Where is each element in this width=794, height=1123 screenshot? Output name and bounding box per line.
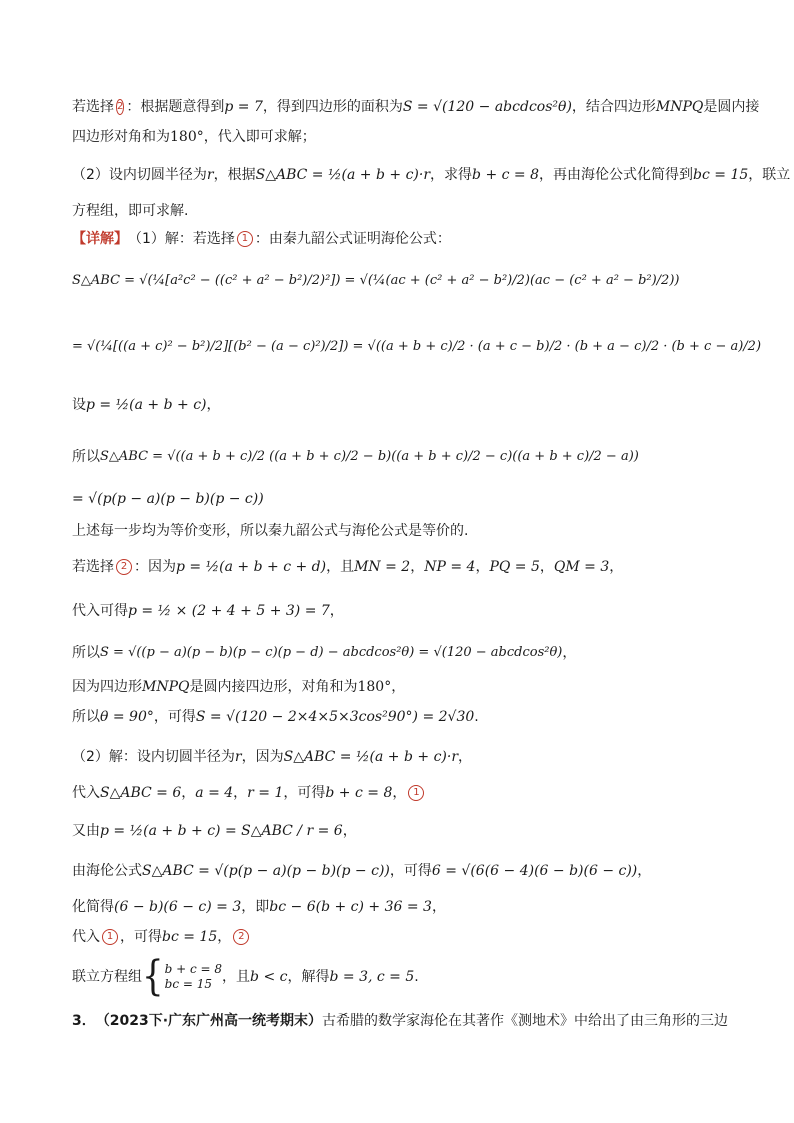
text: 是圆内接四边形，对角和为 — [189, 679, 358, 695]
text: 设 — [72, 397, 86, 413]
math: (6 − b)(6 − c) = 3 — [114, 899, 242, 915]
equation-system — [142, 953, 223, 1001]
circled-number-1: 1 — [408, 785, 424, 801]
line-7-equation — [72, 336, 762, 358]
text: 代入 — [72, 785, 100, 801]
text: （1）解：若选择 — [128, 231, 235, 247]
text: ， — [475, 559, 490, 575]
math: bc = 15 — [162, 929, 218, 945]
line-24-question-3 — [72, 1010, 744, 1032]
text: ， — [206, 397, 221, 413]
math-equation: = √(¼[((a + c)² − b²)/2][(b² − (a − c)²)/2]) = √((a + b + c)/2 · (a + c − b)/2 · (b + a − c)/2 · (b + c − a)/2) — [72, 339, 762, 354]
text: 由海伦公式 — [72, 863, 142, 879]
math: S△ABC = √(p(p − a)(p − b)(p − c)) — [142, 863, 390, 879]
math: 6 = √(6(6 − 4)(6 − b)(6 − c)) — [431, 863, 638, 879]
math: bc = 15 — [693, 167, 749, 183]
math: p = ½(a + b + c) = S△ABC / r = 6 — [100, 823, 343, 839]
text: ， — [431, 899, 446, 915]
line-13 — [72, 600, 744, 622]
line-12 — [72, 556, 744, 578]
text: ， — [181, 785, 196, 801]
text: 代入 — [72, 929, 100, 945]
line-4 — [72, 200, 744, 222]
circled-number-2: 2 — [116, 559, 132, 575]
math: MNPQ — [142, 679, 190, 695]
line-21 — [72, 896, 744, 918]
math: θ = 90° — [100, 709, 154, 725]
circled-number-1: 1 — [102, 929, 118, 945]
text: ， — [410, 559, 425, 575]
math: NP = 4 — [424, 559, 476, 575]
math: S = √(120 − 2×4×5×3cos²90°) = 2√30 — [195, 709, 475, 725]
line-8 — [72, 394, 744, 416]
line-22 — [72, 926, 744, 948]
text: ， — [233, 785, 248, 801]
line-20 — [72, 860, 744, 882]
text: ，且 — [222, 969, 251, 985]
math: S△ABC = 6 — [100, 785, 182, 801]
text: 联立方程组 — [72, 969, 142, 985]
text: ，可得 — [389, 863, 432, 879]
math: b < c — [250, 969, 288, 985]
math: MNPQ — [655, 99, 704, 115]
question-source: （2023下·广东广州高一统考期末） — [95, 1013, 323, 1029]
text: （2）解：设内切圆半径为 — [72, 749, 235, 765]
math: a = 4 — [195, 785, 234, 801]
text: ， — [637, 863, 652, 879]
text: 若选择 — [72, 99, 114, 115]
text: ， — [539, 559, 554, 575]
text: ，代入即可求解； — [203, 129, 316, 145]
text: ， — [458, 749, 473, 765]
text: ， — [391, 679, 406, 695]
line-23 — [72, 953, 744, 1001]
circled-number-1: 1 — [237, 231, 253, 247]
math: p = 7 — [224, 99, 263, 115]
math-qinjiushao-formula: S△ABC = √(¼[a²c² − ((c² + a² − b²)/2)²]) = √(¼(ac + (c² + a² − b²)/2)(ac − (c² + a² − b²)/2)) — [72, 273, 680, 288]
line-9 — [72, 446, 744, 468]
text: ， — [342, 823, 357, 839]
line-19 — [72, 820, 744, 842]
math: S△ABC = ½(a + b + c)·r — [283, 749, 459, 765]
text: ， — [609, 559, 624, 575]
math: 180° — [170, 129, 204, 145]
text: 方程组，即可求解. — [72, 203, 189, 219]
text: 四边形对角和为 — [72, 129, 170, 145]
math: b = 3, c = 5 — [329, 969, 415, 985]
line-5 — [72, 228, 744, 250]
text: 所以 — [72, 449, 100, 465]
text: ， — [562, 645, 577, 661]
math: 180° — [357, 679, 392, 695]
math: r — [206, 167, 214, 183]
text: . — [474, 709, 479, 725]
question-text: 古希腊的数学家海伦在其著作《测地术》中给出了由三角形的三边 — [322, 1013, 729, 1029]
text: ，因为 — [241, 749, 284, 765]
system-row-1: b + c = 8 — [164, 962, 223, 976]
math: S△ABC = ½(a + b + c)·r — [255, 167, 431, 183]
text: ， — [392, 785, 407, 801]
text: 因为四边形 — [72, 679, 142, 695]
text: ，可得 — [283, 785, 326, 801]
text: 又由 — [72, 823, 100, 839]
line-17 — [72, 746, 744, 768]
text: 所以 — [72, 709, 100, 725]
line-18 — [72, 782, 744, 804]
line-11 — [72, 520, 744, 542]
math-heron-substitution: S△ABC = √((a + b + c)/2 ((a + b + c)/2 − b)((a + b + c)/2 − c)((a + b + c)/2 − a)) — [100, 449, 639, 464]
text: ，且 — [326, 559, 355, 575]
system-row-2: bc = 15 — [164, 977, 212, 991]
text: ，可得 — [153, 709, 196, 725]
line-15 — [72, 676, 744, 698]
text: ，联立 — [748, 167, 791, 183]
text: 是圆内接 — [703, 99, 760, 115]
math-quadrilateral-area: S = √((p − a)(p − b)(p − c)(p − d) − abcdcos²θ) = √(120 − abcdcos²θ) — [100, 645, 563, 660]
text: ，即 — [241, 899, 270, 915]
math: b + c = 8 — [325, 785, 393, 801]
math: MN = 2 — [354, 559, 411, 575]
text: （2）设内切圆半径为 — [72, 167, 207, 183]
text: . — [414, 969, 419, 985]
text: 所以 — [72, 645, 100, 661]
text: ，求得 — [430, 167, 473, 183]
text: ：因为 — [134, 559, 176, 575]
math: r — [234, 749, 242, 765]
question-number: 3． — [72, 1013, 96, 1029]
text: ，再由海伦公式化简得到 — [539, 167, 694, 183]
line-6-equation — [72, 270, 744, 292]
text: 代入可得 — [72, 603, 128, 619]
text: ， — [217, 929, 232, 945]
text: ：由秦九韶公式证明海伦公式： — [254, 231, 451, 247]
line-1 — [72, 96, 760, 118]
circled-number-2: 2 — [233, 929, 249, 945]
math: bc − 6(b + c) + 36 = 3 — [269, 899, 432, 915]
line-3 — [72, 164, 791, 186]
line-2 — [72, 126, 744, 148]
line-10 — [72, 488, 744, 510]
system-brace: { — [142, 953, 164, 1001]
math: p = ½(a + b + c) — [86, 397, 207, 413]
text: 若选择 — [72, 559, 114, 575]
math: QM = 3 — [553, 559, 610, 575]
text: ，解得 — [287, 969, 330, 985]
text: ，可得 — [120, 929, 162, 945]
detail-tag: 【详解】 — [72, 231, 128, 247]
math-area-formula: S = √(120 − abcdcos²θ) — [402, 99, 572, 115]
math: b + c = 8 — [472, 167, 540, 183]
circled-number-2: 2 — [116, 99, 124, 115]
math: p = ½ × (2 + 4 + 5 + 3) = 7 — [128, 603, 330, 619]
text: ：根据题意得到 — [126, 99, 225, 115]
text: ， — [329, 603, 344, 619]
line-14 — [72, 642, 744, 664]
math: p = ½(a + b + c + d) — [176, 559, 327, 575]
text: 上述每一步均为等价变形，所以秦九韶公式与海伦公式是等价的. — [72, 523, 469, 539]
text: ，得到四边形的面积为 — [262, 99, 403, 115]
text: 化简得 — [72, 899, 114, 915]
math: r = 1 — [247, 785, 284, 801]
text: ，结合四边形 — [571, 99, 656, 115]
math: PQ = 5 — [489, 559, 540, 575]
text: ，根据 — [213, 167, 256, 183]
line-16 — [72, 706, 744, 728]
math-heron-formula: = √(p(p − a)(p − b)(p − c)) — [72, 491, 264, 507]
